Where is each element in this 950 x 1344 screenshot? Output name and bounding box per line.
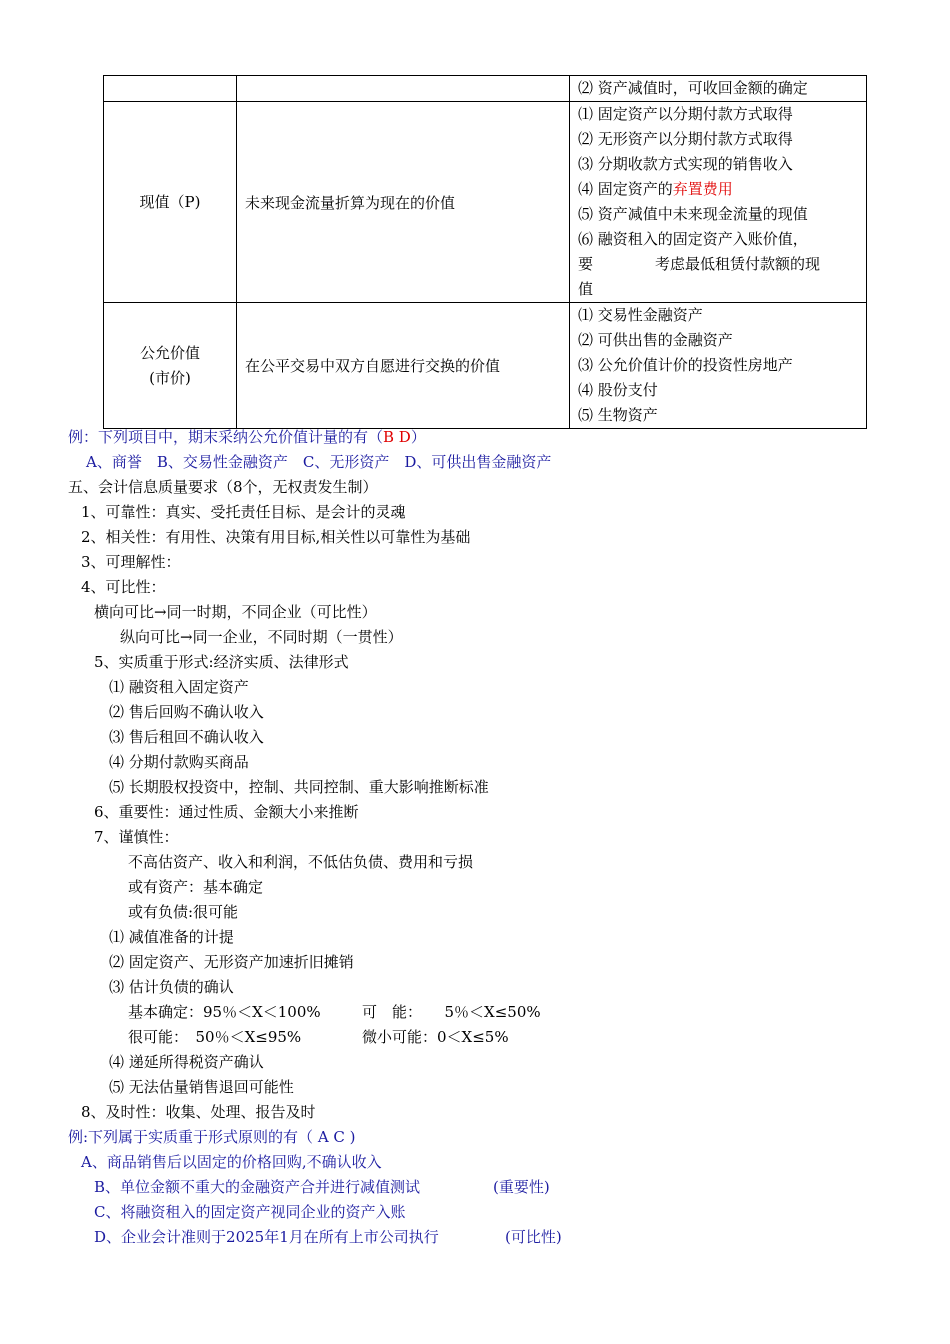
- example-option: C、将融资租入的固定资产视同企业的资产入账: [94, 1203, 406, 1221]
- list-item: ⑴ 固定资产以分期付款方式取得: [578, 105, 793, 123]
- list-item: ⑵ 固定资产、无形资产加速折旧摊销: [109, 953, 354, 971]
- list-item: 纵向可比→同一企业，不同时期（一贯性）: [120, 628, 403, 646]
- list-item: 7、谨慎性：: [94, 828, 179, 846]
- table-row: [104, 303, 867, 429]
- list-item: ⑹ 融资租入的固定资产入账价值，: [578, 230, 808, 248]
- option-note: (可比性): [505, 1228, 562, 1246]
- list-item: 不高估资产、收入和利润，不低估负债、费用和亏损: [128, 853, 474, 871]
- list-item: ⑶ 分期收款方式实现的销售收入: [578, 155, 793, 173]
- table-cell: [237, 76, 570, 102]
- probability-range: 微小可能：0＜X≤5%: [362, 1028, 509, 1046]
- list-item-text: 要: [578, 255, 594, 273]
- measure-examples: [570, 102, 867, 303]
- list-item-text: 考虑最低租赁付款额的现: [655, 255, 821, 273]
- list-item: 6、重要性：通过性质、金额大小来推断: [94, 803, 359, 821]
- table-row: [104, 76, 867, 102]
- question-text: 例：下列项目中，期末采纳公允价值计量的有（: [68, 428, 384, 446]
- list-item: 或有负债:很可能: [128, 903, 239, 921]
- list-item: ⑶ 估计负债的确认: [109, 978, 234, 996]
- section-heading: 五、会计信息质量要求（8个，无权责发生制）: [68, 478, 378, 496]
- probability-range: 可 能： 5％＜X≤50%: [362, 1003, 541, 1021]
- list-item: 2、相关性：有用性、决策有用目标,相关性以可靠性为基础: [81, 528, 471, 546]
- example-option: A、商品销售后以固定的价格回购,不确认收入: [81, 1153, 382, 1171]
- measure-name-line: 公允价值: [139, 343, 200, 362]
- measure-examples: [570, 303, 867, 429]
- question-text: ）: [410, 428, 426, 446]
- list-item: ⑵ 无形资产以分期付款方式取得: [578, 130, 793, 148]
- list-item: ⑵ 可供出售的金融资产: [578, 331, 733, 349]
- answer-text: B D: [383, 428, 411, 446]
- probability-range: 很可能： 50％＜X≤95%: [128, 1028, 302, 1046]
- list-item: ⑴ 交易性金融资产: [578, 306, 703, 324]
- highlighted-term: 弃置费用: [672, 180, 733, 198]
- measure-name: [104, 303, 237, 429]
- list-item: 4、可比性：: [81, 578, 166, 596]
- list-item-text: ⑷ 固定资产的: [578, 180, 673, 198]
- list-item: ⑵ 售后回购不确认收入: [109, 703, 264, 721]
- list-item: ⑷ 股份支付: [578, 381, 658, 399]
- example-question: [68, 425, 426, 450]
- list-item: [578, 252, 866, 277]
- list-item: ⑶ 售后租回不确认收入: [109, 728, 264, 746]
- list-item: ⑷ 递延所得税资产确认: [109, 1053, 264, 1071]
- list-item: 5、实质重于形式:经济实质、法律形式: [94, 653, 349, 671]
- list-item: ⑴ 减值准备的计提: [109, 928, 234, 946]
- list-item: ⑶ 公允价值计价的投资性房地产: [578, 356, 793, 374]
- list-item: ⑴ 融资租入固定资产: [109, 678, 249, 696]
- list-item: ⑵ 资产减值时，可收回金额的确定: [578, 79, 808, 97]
- list-item: 8、及时性：收集、处理、报告及时: [81, 1103, 316, 1121]
- list-item: 或有资产：基本确定: [128, 878, 264, 896]
- probability-range: 基本确定：95％＜X＜100%: [128, 1003, 321, 1021]
- table-cell: [104, 76, 237, 102]
- measurement-table: [103, 75, 867, 429]
- list-item: ⑸ 长期股权投资中，控制、共同控制、重大影响推断标准: [109, 778, 489, 796]
- list-item: ⑸ 资产减值中未来现金流量的现值: [578, 205, 808, 223]
- example-option: D、企业会计准则于2025年1月在所有上市公司执行: [94, 1228, 439, 1246]
- example-question: 例:下列属于实质重于形式原则的有（ A C ): [68, 1128, 356, 1146]
- table-row: [104, 102, 867, 303]
- list-item: ⑸ 生物资产: [578, 406, 658, 424]
- list-item: 3、可理解性：: [81, 553, 181, 571]
- table-cell: [570, 76, 867, 102]
- list-item: 横向可比→同一时期，不同企业（可比性）: [94, 603, 377, 621]
- list-item: [578, 177, 866, 202]
- measure-name: 现值（P): [104, 102, 237, 303]
- measure-description: 未来现金流量折算为现在的价值: [237, 102, 570, 303]
- list-item: ⑷ 分期付款购买商品: [109, 753, 249, 771]
- list-item: 1、可靠性：真实、受托责任目标、是会计的灵魂: [81, 503, 406, 521]
- option-note: (重要性): [493, 1178, 550, 1196]
- example-options: A、商誉 B、交易性金融资产 C、无形资产 D、可供出售金融资产: [86, 453, 552, 471]
- example-option: B、单位金额不重大的金融资产合并进行减值测试: [94, 1178, 421, 1196]
- list-item: 值: [578, 280, 594, 298]
- measure-name-line: (市价): [149, 368, 191, 387]
- list-item: ⑸ 无法估量销售退回可能性: [109, 1078, 294, 1096]
- measure-description: 在公平交易中双方自愿进行交换的价值: [237, 303, 570, 429]
